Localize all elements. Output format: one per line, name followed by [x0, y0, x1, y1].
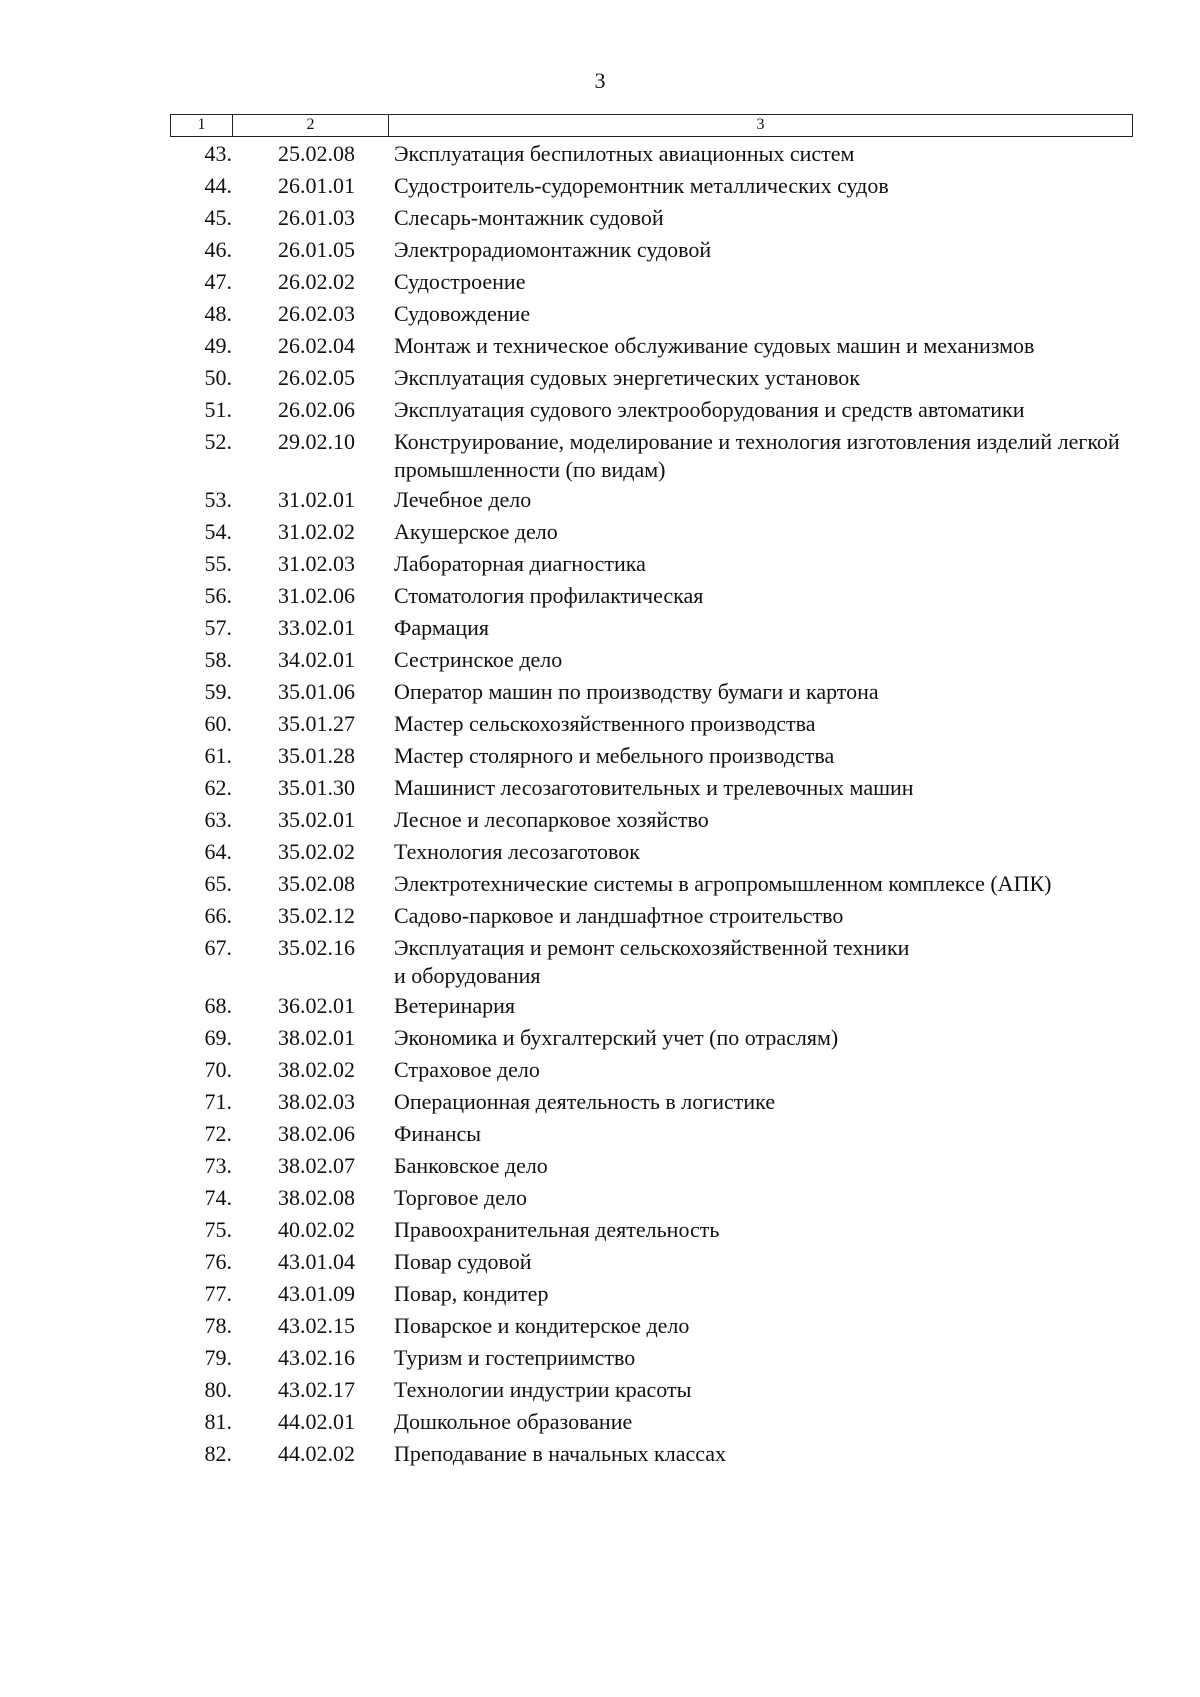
row-number: 65.: [204, 871, 232, 896]
row-number: 57.: [204, 615, 232, 640]
row-name: Повар судовой: [394, 1249, 532, 1274]
row-name: Мастер столярного и мебельного производства: [394, 743, 835, 768]
table-row: [170, 170, 1133, 202]
row-name: Сестринское дело: [394, 647, 563, 672]
table-row: [170, 708, 1133, 740]
row-number: 47.: [204, 269, 232, 294]
row-code: 38.02.03: [278, 1089, 355, 1114]
row-number: 55.: [204, 551, 232, 576]
table-row: [170, 1438, 1133, 1470]
row-number: 63.: [204, 807, 232, 832]
row-number: 75.: [204, 1217, 232, 1242]
row-code: 43.01.04: [278, 1249, 355, 1274]
row-number: 49.: [204, 333, 232, 358]
table-row: [170, 1022, 1133, 1054]
row-number: 43.: [204, 141, 232, 166]
table-row: [170, 932, 1133, 990]
row-code: 43.02.17: [278, 1377, 355, 1402]
row-code: 26.02.04: [278, 333, 355, 358]
row-name: Судостроение: [394, 269, 526, 294]
table-row: [170, 772, 1133, 804]
row-number: 81.: [204, 1409, 232, 1434]
row-code: 35.01.06: [278, 679, 355, 704]
row-code: 38.02.02: [278, 1057, 355, 1082]
table-row: [170, 836, 1133, 868]
row-number: 76.: [204, 1249, 232, 1274]
row-code: 26.01.05: [278, 237, 355, 262]
row-number: 61.: [204, 743, 232, 768]
table-row: [170, 394, 1133, 426]
row-code: 35.01.27: [278, 711, 355, 736]
table-row: [170, 266, 1133, 298]
row-code: 35.01.28: [278, 743, 355, 768]
row-number: 48.: [204, 301, 232, 326]
table-row: [170, 1118, 1133, 1150]
row-name: Фармация: [394, 615, 490, 640]
row-code: 29.02.10: [278, 429, 355, 454]
row-name: Туризм и гостеприимство: [394, 1345, 636, 1370]
row-number: 78.: [204, 1313, 232, 1338]
row-name: Банковское дело: [394, 1153, 548, 1178]
row-code: 31.02.06: [278, 583, 355, 608]
row-number: 77.: [204, 1281, 232, 1306]
row-code: 31.02.02: [278, 519, 355, 544]
row-code: 25.02.08: [278, 141, 355, 166]
row-number: 66.: [204, 903, 232, 928]
row-number: 44.: [204, 173, 232, 198]
table-row: [170, 484, 1133, 516]
table-row: [170, 644, 1133, 676]
table-row: [170, 548, 1133, 580]
row-name: Экономика и бухгалтерский учет (по отраслям): [394, 1025, 839, 1050]
table-row: [170, 298, 1133, 330]
column-header: 3: [756, 116, 765, 133]
row-code: 36.02.01: [278, 993, 355, 1018]
row-name: Дошкольное образование: [394, 1409, 633, 1434]
row-name: Стоматология профилактическая: [394, 583, 704, 608]
table-row: [170, 676, 1133, 708]
row-code: 38.02.08: [278, 1185, 355, 1210]
row-name: Лечебное дело: [394, 487, 532, 512]
row-code: 26.02.03: [278, 301, 355, 326]
row-name: Монтаж и техническое обслуживание судовых машин и механизмов: [394, 333, 1035, 358]
row-number: 53.: [204, 487, 232, 512]
table-body: [170, 138, 1133, 1470]
row-number: 46.: [204, 237, 232, 262]
row-number: 58.: [204, 647, 232, 672]
table-row: [170, 202, 1133, 234]
table-row: [170, 1214, 1133, 1246]
row-name: Технология лесозаготовок: [394, 839, 640, 864]
table-row: [170, 1150, 1133, 1182]
row-code: 31.02.03: [278, 551, 355, 576]
row-name: Торговое дело: [394, 1185, 527, 1210]
row-number: 68.: [204, 993, 232, 1018]
row-name: Лабораторная диагностика: [394, 551, 646, 576]
row-name: Эксплуатация судовых энергетических установок: [394, 365, 860, 390]
row-number: 73.: [204, 1153, 232, 1178]
row-code: 26.02.02: [278, 269, 355, 294]
table-row: [170, 990, 1133, 1022]
table-row: [170, 580, 1133, 612]
row-code: 35.02.16: [278, 935, 355, 960]
table-row: [170, 868, 1133, 900]
table-row: [170, 1374, 1133, 1406]
table-row: [170, 138, 1133, 170]
row-number: 64.: [204, 839, 232, 864]
row-code: 34.02.01: [278, 647, 355, 672]
row-code: 26.02.05: [278, 365, 355, 390]
row-number: 82.: [204, 1441, 232, 1466]
row-name: Технологии индустрии красоты: [394, 1377, 692, 1402]
table-row: [170, 516, 1133, 548]
row-number: 59.: [204, 679, 232, 704]
row-name: Поварское и кондитерское дело: [394, 1313, 690, 1338]
row-code: 35.02.12: [278, 903, 355, 928]
row-name: Конструирование, моделирование и технология изготовления изделий легкой промышленности (по видам): [394, 429, 1120, 482]
column-header: 1: [171, 115, 233, 136]
row-name: Судостроитель-судоремонтник металлических судов: [394, 173, 889, 198]
row-name: Эксплуатация судового электрооборудования и средств автоматики: [394, 397, 1025, 422]
row-number: 50.: [204, 365, 232, 390]
table-row: [170, 804, 1133, 836]
row-code: 43.02.16: [278, 1345, 355, 1370]
row-code: 43.01.09: [278, 1281, 355, 1306]
table-row: [170, 900, 1133, 932]
row-code: 35.02.08: [278, 871, 355, 896]
row-code: 35.01.30: [278, 775, 355, 800]
row-code: 33.02.01: [278, 615, 355, 640]
row-name: Правоохранительная деятельность: [394, 1217, 720, 1242]
row-code: 31.02.01: [278, 487, 355, 512]
row-name: Повар, кондитер: [394, 1281, 549, 1306]
table-row: [170, 740, 1133, 772]
row-code: 26.01.03: [278, 205, 355, 230]
row-code: 35.02.01: [278, 807, 355, 832]
row-name: Преподавание в начальных классах: [394, 1441, 727, 1466]
row-code: 38.02.06: [278, 1121, 355, 1146]
table-row: [170, 1278, 1133, 1310]
table-row: [170, 330, 1133, 362]
row-name: Акушерское дело: [394, 519, 558, 544]
table-row: [170, 362, 1133, 394]
row-name: Электротехнические системы в агропромышленном комплексе (АПК): [394, 871, 1052, 896]
table-row: [170, 426, 1133, 484]
table-row: [170, 234, 1133, 266]
row-name: Мастер сельскохозяйственного производства: [394, 711, 816, 736]
row-number: 71.: [204, 1089, 232, 1114]
row-name: Лесное и лесопарковое хозяйство: [394, 807, 709, 832]
page-number: 3: [594, 68, 606, 93]
row-name: Ветеринария: [394, 993, 516, 1018]
table-row: [170, 1182, 1133, 1214]
row-number: 56.: [204, 583, 232, 608]
row-number: 62.: [204, 775, 232, 800]
row-name: Судовождение: [394, 301, 531, 326]
row-name: Электрорадиомонтажник судовой: [394, 237, 712, 262]
row-name: Страховое дело: [394, 1057, 540, 1082]
row-code: 38.02.07: [278, 1153, 355, 1178]
row-number: 79.: [204, 1345, 232, 1370]
row-name: Слесарь-монтажник судовой: [394, 205, 664, 230]
row-name: Финансы: [394, 1121, 482, 1146]
row-code: 43.02.15: [278, 1313, 355, 1338]
row-code: 35.02.02: [278, 839, 355, 864]
row-name: Операционная деятельность в логистике: [394, 1089, 776, 1114]
table-row: [170, 1086, 1133, 1118]
table-row: [170, 1342, 1133, 1374]
row-number: 60.: [204, 711, 232, 736]
row-number: 69.: [204, 1025, 232, 1050]
row-name: Оператор машин по производству бумаги и картона: [394, 679, 879, 704]
row-number: 52.: [204, 429, 232, 454]
row-number: 67.: [204, 935, 232, 960]
row-number: 70.: [204, 1057, 232, 1082]
row-name: Эксплуатация беспилотных авиационных систем: [394, 141, 855, 166]
column-header: 2: [233, 115, 389, 136]
row-code: 38.02.01: [278, 1025, 355, 1050]
table-row: [170, 1054, 1133, 1086]
row-code: 44.02.01: [278, 1409, 355, 1434]
row-number: 54.: [204, 519, 232, 544]
table-row: [170, 1310, 1133, 1342]
row-number: 72.: [204, 1121, 232, 1146]
table-header: [170, 114, 1133, 137]
row-name: Садово-парковое и ландшафтное строительство: [394, 903, 844, 928]
table-row: [170, 1406, 1133, 1438]
row-code: 44.02.02: [278, 1441, 355, 1466]
row-number: 45.: [204, 205, 232, 230]
table-row: [170, 1246, 1133, 1278]
row-number: 51.: [204, 397, 232, 422]
row-code: 26.02.06: [278, 397, 355, 422]
table-row: [170, 612, 1133, 644]
row-name: Машинист лесозаготовительных и трелевочных машин: [394, 775, 914, 800]
row-number: 80.: [204, 1377, 232, 1402]
row-code: 26.01.01: [278, 173, 355, 198]
row-number: 74.: [204, 1185, 232, 1210]
row-name: Эксплуатация и ремонт сельскохозяйственной техники и оборудования: [394, 935, 910, 988]
row-code: 40.02.02: [278, 1217, 355, 1242]
